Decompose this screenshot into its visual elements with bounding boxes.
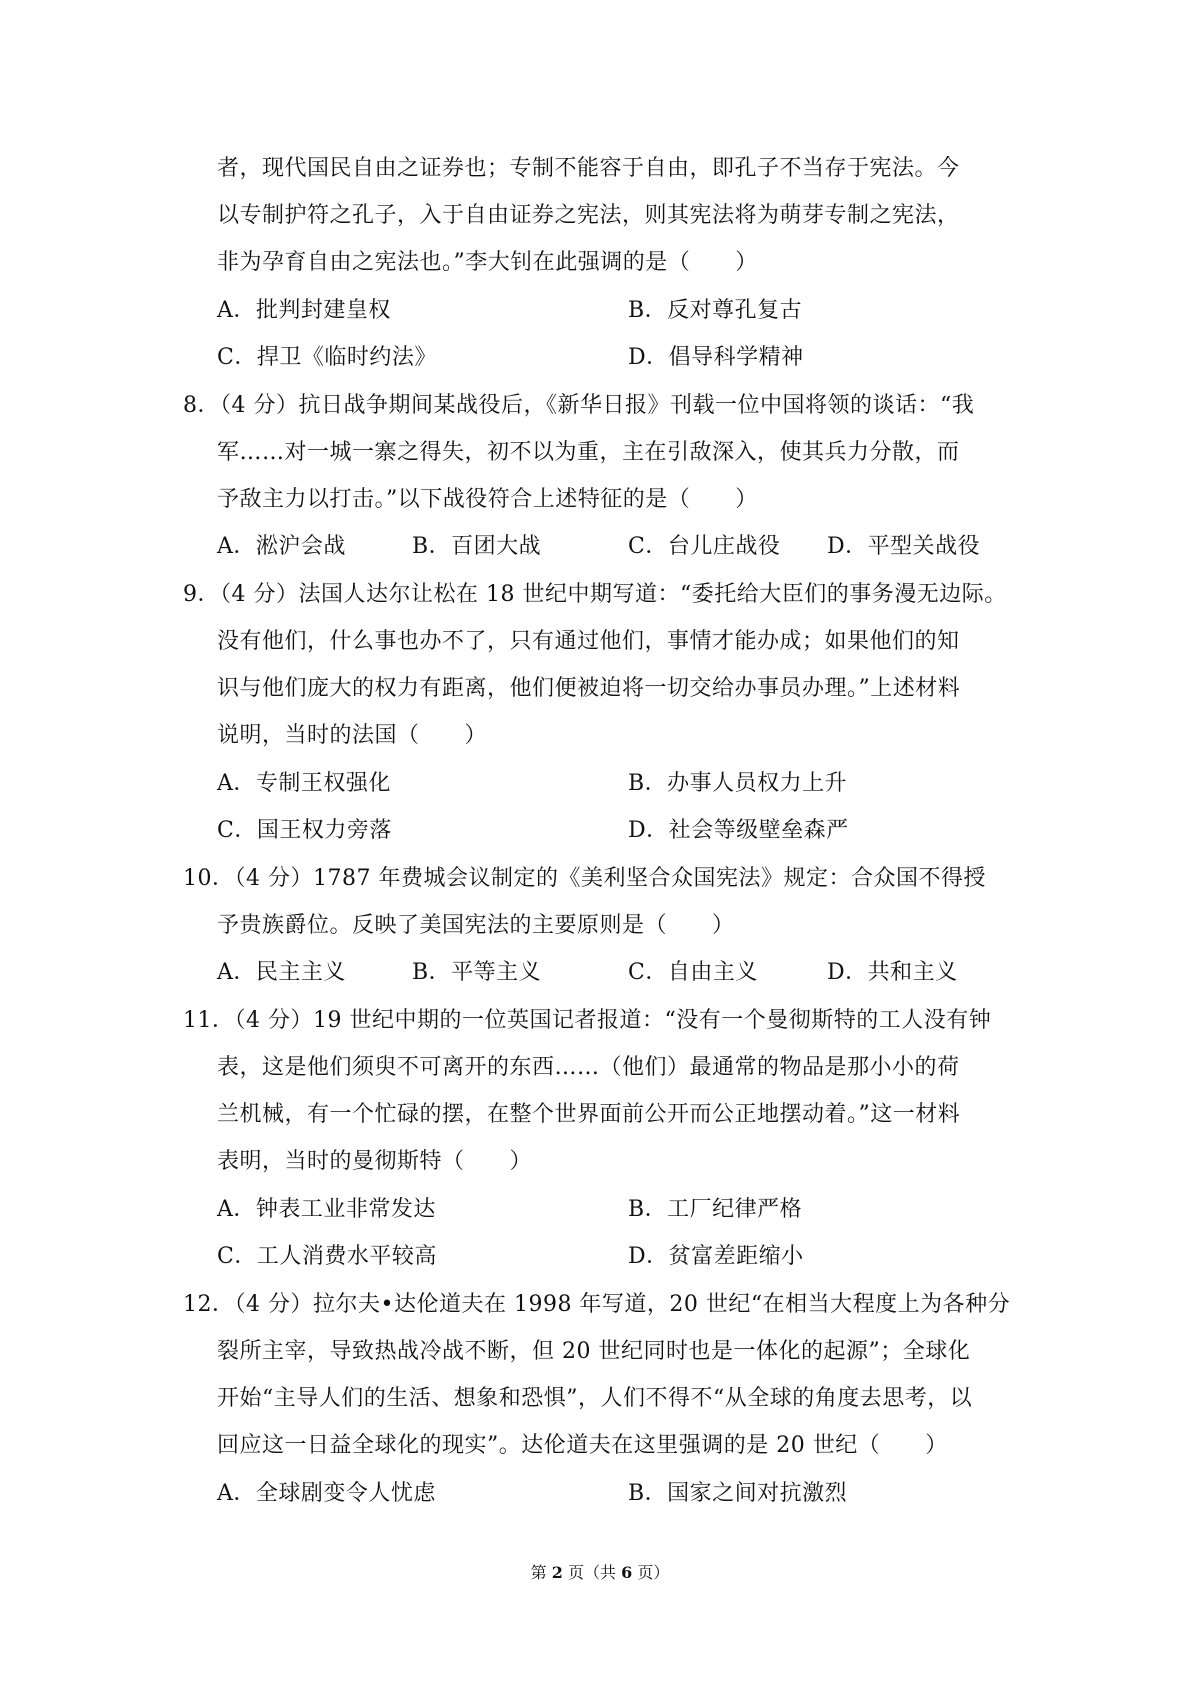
question-10-option-c: C．自由主义 xyxy=(628,960,758,985)
footer-suffix: 页） xyxy=(637,1563,670,1582)
question-12-option-a: A．全球剧变令人忧虑 xyxy=(217,1481,436,1506)
question-9-option-b: B．办事人员权力上升 xyxy=(628,771,848,796)
question-7-line-1: 者，现代国民自由之证券也；专制不能容于自由，即孔子不当存于宪法。今 xyxy=(217,156,960,181)
question-8-option-d: D．平型关战役 xyxy=(827,534,981,559)
question-11-option-b: B．工厂纪律严格 xyxy=(628,1197,803,1222)
footer-prefix: 第 xyxy=(530,1563,547,1582)
question-10-option-d: D．共和主义 xyxy=(827,960,958,985)
question-11-line-4: 表明，当时的曼彻斯特（ ） xyxy=(217,1149,533,1174)
footer-middle: 页（共 xyxy=(567,1563,616,1582)
question-8-option-b: B．百团大战 xyxy=(412,534,542,559)
question-9-option-d: D．社会等级壁垒森严 xyxy=(628,818,849,843)
question-11-option-d: D．贫富差距缩小 xyxy=(628,1244,804,1269)
page-footer xyxy=(0,1562,1200,1584)
question-7-line-3: 非为孕育自由之宪法也。”李大钊在此强调的是（ ） xyxy=(217,250,758,275)
question-7-line-2: 以专制护符之孔子，入于自由证券之宪法，则其宪法将为萌芽专制之宪法， xyxy=(217,203,960,228)
question-9-line-2: 没有他们，什么事也办不了，只有通过他们，事情才能办成；如果他们的知 xyxy=(217,629,960,654)
question-10-line-2: 予贵族爵位。反映了美国宪法的主要原则是（ ） xyxy=(217,913,735,938)
question-7-option-d: D．倡导科学精神 xyxy=(628,345,804,370)
question-12-line-1: 12．（4 分）拉尔夫•达伦道夫在 1998 年写道，20 世纪“在相当大程度上为各种分 xyxy=(183,1292,1011,1317)
question-8-option-c: C．台儿庄战役 xyxy=(628,534,781,559)
question-11-line-2: 表，这是他们须臾不可离开的东西……（他们）最通常的物品是那小小的荷 xyxy=(217,1055,960,1080)
question-8-line-1: 8．（4 分）抗日战争期间某战役后，《新华日报》刊载一位中国将领的谈话：“我 xyxy=(183,393,975,418)
question-9-line-3: 识与他们庞大的权力有距离，他们便被迫将一切交给办事员办理。”上述材料 xyxy=(217,676,961,701)
question-9-line-4: 说明，当时的法国（ ） xyxy=(217,723,488,748)
question-12-line-2: 裂所主宰，导致热战冷战不断，但 20 世纪同时也是一体化的起源”；全球化 xyxy=(217,1339,971,1364)
question-10-option-b: B．平等主义 xyxy=(412,960,542,985)
question-9-line-1: 9．（4 分）法国人达尔让松在 18 世纪中期写道：“委托给大臣们的事务漫无边际。 xyxy=(183,582,1007,607)
question-12-line-4: 回应这一日益全球化的现实”。达伦道夫在这里强调的是 20 世纪（ ） xyxy=(217,1433,948,1458)
footer-page-number: 2 xyxy=(551,1563,563,1582)
question-11-option-c: C．工人消费水平较高 xyxy=(217,1244,437,1269)
question-10-line-1: 10．（4 分）1787 年费城会议制定的《美利坚合众国宪法》规定：合众国不得授 xyxy=(183,866,986,891)
question-12-line-3: 开始“主导人们的生活、想象和恐惧”，人们不得不“从全球的角度去思考，以 xyxy=(217,1386,973,1411)
question-8-line-2: 军……对一城一寨之得失，初不以为重，主在引敌深入，使其兵力分散，而 xyxy=(217,440,960,465)
question-9-option-c: C．国王权力旁落 xyxy=(217,818,392,843)
question-11-option-a: A．钟表工业非常发达 xyxy=(217,1197,436,1222)
question-8-option-a: A．淞沪会战 xyxy=(217,534,346,559)
question-9-option-a: A．专制王权强化 xyxy=(217,771,391,796)
question-10-option-a: A．民主主义 xyxy=(217,960,346,985)
question-7-option-a: A．批判封建皇权 xyxy=(217,298,391,323)
question-11-line-3: 兰机械，有一个忙碌的摆，在整个世界面前公开而公正地摆动着。”这一材料 xyxy=(217,1102,961,1127)
question-8-line-3: 予敌主力以打击。”以下战役符合上述特征的是（ ） xyxy=(217,487,758,512)
question-11-line-1: 11．（4 分）19 世纪中期的一位英国记者报道：“没有一个曼彻斯特的工人没有钟 xyxy=(183,1008,992,1033)
question-7-option-c: C．捍卫《临时约法》 xyxy=(217,345,437,370)
question-12-option-b: B．国家之间对抗激烈 xyxy=(628,1481,848,1506)
footer-total-pages: 6 xyxy=(621,1563,633,1582)
question-7-option-b: B．反对尊孔复古 xyxy=(628,298,803,323)
